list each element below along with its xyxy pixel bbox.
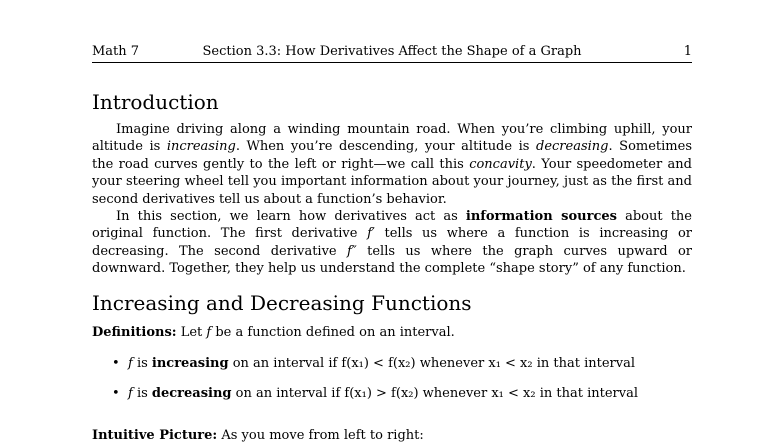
list-item: • f is increasing on an interval if f(x₁) < f(x₂) whenever x₁ < x₂ in that interval <box>112 356 636 371</box>
definitions-line: Definitions: Let f be a function defined on an interval. <box>92 325 455 340</box>
course-name: Math 7 <box>92 44 140 59</box>
increasing-decreasing-heading: Increasing and Decreasing Functions <box>92 291 472 315</box>
introduction-heading: Introduction <box>92 90 219 114</box>
section-title: Section 3.3: How Derivatives Affect the Shape of a Graph <box>202 44 582 59</box>
intro-paragraph-1: Imagine driving along a winding mountain road. When you’re climbing uphill, your altitude is increasing. When you’re descending, your altitude is decreasing. Sometimes the road curves gently to the left or right—we call this concavity. Your speedometer and your steering wheel tell you important information about your journey, just as the first and second derivatives tell us about a function’s behavior. <box>92 122 692 207</box>
intuitive-picture-line: Intuitive Picture: As you move from left to right: <box>92 428 424 443</box>
bullet-icon: • <box>112 356 120 371</box>
bullet-icon: • <box>112 386 120 401</box>
list-item: • f is decreasing on an interval if f(x₁) > f(x₂) whenever x₁ < x₂ in that interval <box>112 386 638 401</box>
intro-paragraph-2: In this section, we learn how derivatives act as information sources about the original function. The first derivative f′ tells us where a function is increasing or decreasing. The second derivative f″ tells us where the graph curves upward or downward. Together, they help us understand the complete “shape story” of any function. <box>92 209 693 277</box>
page-number: 1 <box>683 44 692 59</box>
running-header <box>92 44 692 63</box>
